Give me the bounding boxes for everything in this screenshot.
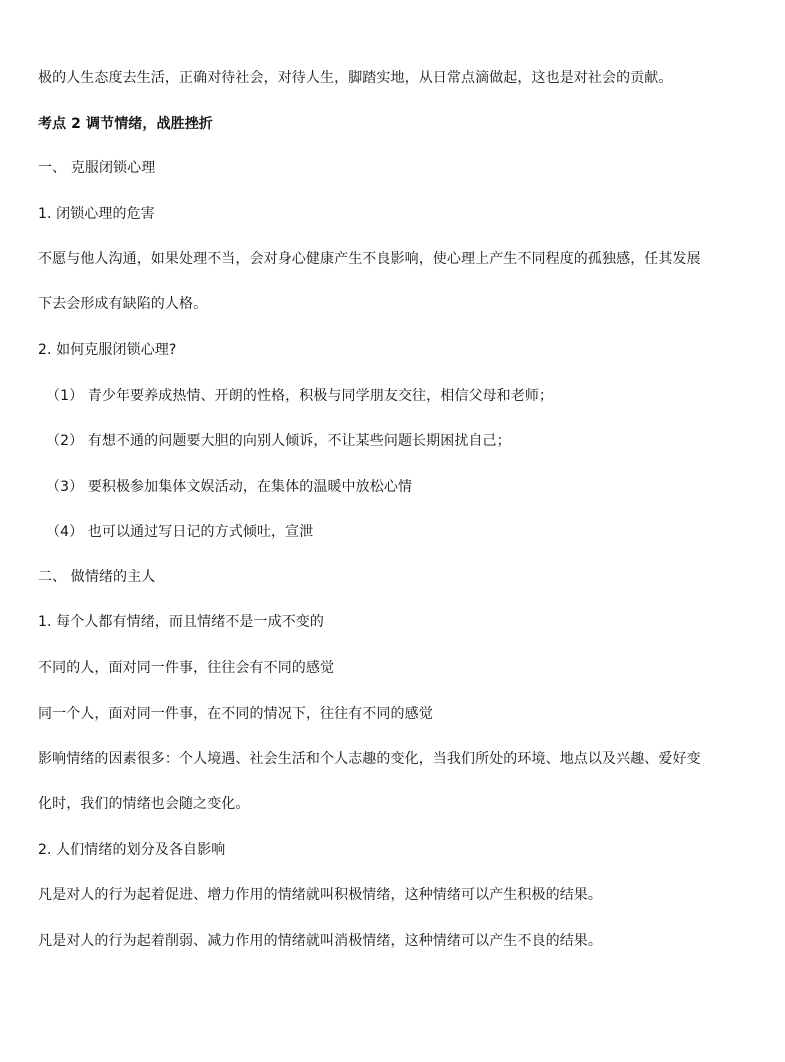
paragraph-line: 不愿与他人沟通，如果处理不当，会对身心健康产生不良影响，使心理上产生不同程度的孤独感，任其发展 — [38, 251, 701, 267]
paragraph-line: 极的人生态度去生活，正确对待社会，对待人生，脚踏实地，从日常点滴做起，这也是对社会的贡献。 — [38, 70, 673, 86]
subsection-heading: 二、 做情绪的主人 — [38, 569, 156, 585]
section-heading: 考点 2 调节情绪，战胜挫折 — [38, 116, 213, 132]
paragraph-line: 化时，我们的情绪也会随之变化。 — [38, 796, 250, 812]
numbered-heading: 2. 人们情绪的划分及各自影响 — [38, 842, 226, 858]
list-item: （3） 要积极参加集体文娱活动，在集体的温暖中放松心情 — [46, 479, 413, 495]
list-item: （1） 青少年要养成热情、开朗的性格，积极与同学朋友交往，相信父母和老师； — [46, 388, 554, 404]
paragraph-line: 不同的人，面对同一件事，往往会有不同的感觉 — [38, 660, 335, 676]
paragraph-line: 下去会形成有缺陷的人格。 — [38, 296, 208, 312]
numbered-heading: 2. 如何克服闭锁心理? — [38, 342, 177, 358]
paragraph-line: 同一个人，面对同一件事，在不同的情况下，往往有不同的感觉 — [38, 706, 433, 722]
numbered-heading: 1. 闭锁心理的危害 — [38, 206, 155, 222]
subsection-heading: 一、 克服闭锁心理 — [38, 160, 156, 176]
list-item: （2） 有想不通的问题要大胆的向别人倾诉，不让某些问题长期困扰自己； — [46, 433, 511, 449]
paragraph-line: 凡是对人的行为起着削弱、减力作用的情绪就叫消极情绪，这种情绪可以产生不良的结果。 — [38, 933, 602, 949]
list-item: （4） 也可以通过写日记的方式倾吐，宣泄 — [46, 524, 314, 540]
paragraph-line: 影响情绪的因素很多：个人境遇、社会生活和个人志趣的变化，当我们所处的环境、地点以及兴趣、爱好变 — [38, 751, 701, 767]
numbered-heading: 1. 每个人都有情绪，而且情绪不是一成不变的 — [38, 614, 325, 630]
paragraph-line: 凡是对人的行为起着促进、增力作用的情绪就叫积极情绪，这种情绪可以产生积极的结果。 — [38, 887, 602, 903]
